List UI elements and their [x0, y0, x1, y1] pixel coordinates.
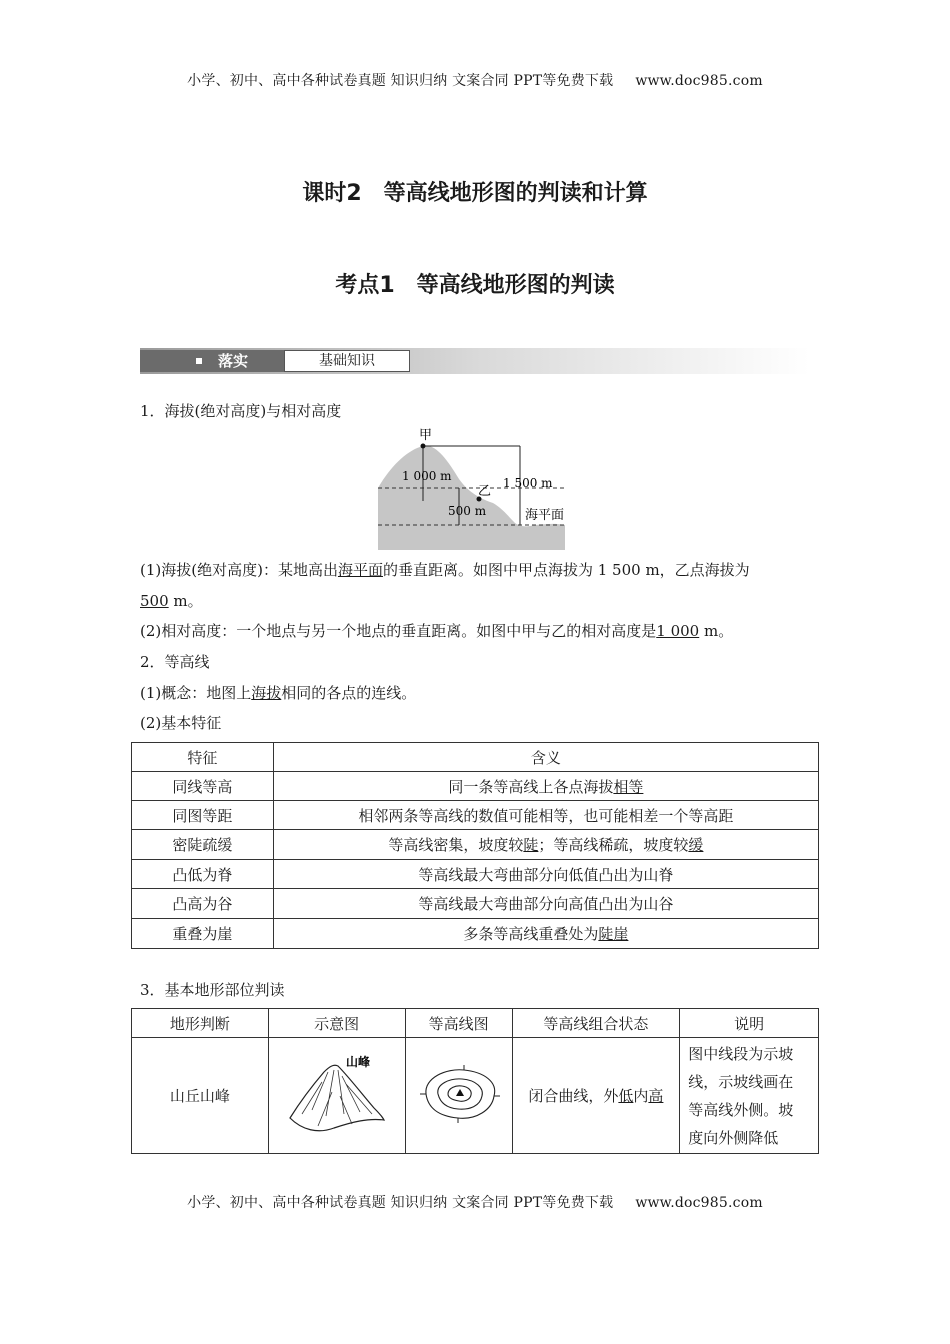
page-footer — [0, 1192, 950, 1212]
table-row — [132, 919, 819, 949]
s1-p1-answer-1: 海平面 — [337, 561, 383, 579]
feature-desc: 相邻两条等高线的数值可能相等，也可能相差一个等高距 — [273, 801, 818, 830]
state-answer: 高 — [648, 1087, 664, 1105]
feature-desc: 等高线最大弯曲部分向低值凸出为山脊 — [273, 860, 818, 889]
feature-desc — [273, 830, 818, 860]
peak-label: 山峰 — [345, 1054, 370, 1069]
state-text: 闭合曲线，外 — [528, 1087, 619, 1105]
desc-answer: 缓 — [688, 836, 704, 854]
table-header-cell: 特征 — [132, 743, 274, 772]
s2-concept-a: (1)概念：地图上 — [140, 684, 252, 702]
lesson-title: 课时2 等高线地形图的判读和计算 — [302, 181, 648, 206]
table-row — [132, 830, 819, 860]
s3-heading: 3．基本地形部位判读 — [140, 981, 285, 999]
banner-light-label: 基础知识 — [284, 350, 410, 372]
feature-name: 凸低为脊 — [132, 860, 274, 889]
mountain-sketch — [282, 1052, 392, 1136]
banner-dark — [140, 350, 284, 372]
contour-sketch-cell — [405, 1038, 512, 1154]
banner-dark-label: 落实 — [218, 352, 249, 370]
desc-answer: 陡 — [523, 836, 539, 854]
footer-text: 小学、初中、高中各种试卷真题 知识归纳 文案合同 PPT等免费下载 — [187, 1195, 614, 1211]
feature-desc — [273, 919, 818, 949]
header-text: 小学、初中、高中各种试卷真题 知识归纳 文案合同 PPT等免费下载 — [187, 73, 614, 89]
table-row — [132, 860, 819, 889]
feature-name: 同图等距 — [132, 801, 274, 830]
label-1500m: 1 500 m — [503, 476, 553, 490]
features-table — [131, 742, 819, 949]
note-line: 度向外侧降低 — [688, 1128, 779, 1147]
table-header-cell: 含义 — [273, 743, 818, 772]
mountain-outline — [290, 1065, 384, 1131]
contour-map-sketch — [414, 1062, 504, 1126]
s1-p2-a: (2)相对高度：一个地点与另一个地点的垂直距离。如图中甲与乙的相对高度是 — [140, 622, 657, 640]
desc-text: 多条等高线重叠处为 — [463, 925, 599, 943]
table-row — [132, 1038, 819, 1154]
desc-answer: 相等 — [613, 777, 644, 796]
note-line: 线，示坡线画在 — [688, 1072, 794, 1091]
terrain-note — [680, 1038, 819, 1154]
header-site: www.doc985.com — [635, 73, 763, 89]
note-line: 图中线段为示坡 — [688, 1044, 794, 1063]
s1-p1-a: (1)海拔(绝对高度)：某地高出 — [140, 561, 338, 579]
s2-heading: 2．等高线 — [140, 653, 210, 671]
table-header-cell: 地形判断 — [132, 1009, 269, 1038]
s1-p2-answer: 1 000 — [656, 622, 700, 640]
altitude-figure — [375, 425, 575, 550]
desc-text: ；等高线稀疏，坡度较 — [538, 836, 689, 854]
footer-site: www.doc985.com — [635, 1195, 763, 1211]
terrain-table — [131, 1008, 819, 1154]
table-header-row — [132, 743, 819, 772]
desc-answer: 陡崖 — [598, 925, 629, 943]
table-header-cell: 示意图 — [268, 1009, 405, 1038]
label-500m: 500 m — [448, 504, 487, 518]
s1-para-2 — [140, 621, 733, 641]
state-text: 内 — [633, 1087, 649, 1105]
s1-para-1 — [140, 560, 750, 580]
s2-concept-answer: 海拔 — [251, 684, 282, 702]
s2-concept-b: 相同的各点的连线。 — [281, 684, 417, 702]
desc-text: 等高线密集，坡度较 — [388, 836, 524, 854]
peak-triangle-icon — [456, 1089, 464, 1096]
table-header-cell: 等高线组合状态 — [512, 1009, 680, 1038]
feature-name: 凸高为谷 — [132, 889, 274, 919]
table-header-cell: 等高线图 — [405, 1009, 512, 1038]
feature-name: 密陡疏缓 — [132, 830, 274, 860]
s1-heading: 1．海拔(绝对高度)与相对高度 — [140, 402, 342, 420]
desc-text: 同一条等高线上各点海拔 — [448, 777, 614, 796]
feature-name: 同线等高 — [132, 772, 274, 801]
table-row — [132, 889, 819, 919]
feature-name: 重叠为崖 — [132, 919, 274, 949]
label-jia: 甲 — [419, 428, 433, 443]
label-1000m: 1 000 m — [402, 469, 452, 483]
terrain-sketch-cell — [268, 1038, 405, 1154]
table-header-row — [132, 1009, 819, 1038]
feature-desc: 等高线最大弯曲部分向高值凸出为山谷 — [273, 889, 818, 919]
s1-p1-answer-2: 500 — [140, 592, 169, 610]
label-yi: 乙 — [478, 484, 492, 499]
contour-state — [512, 1038, 680, 1154]
point-jia — [421, 444, 426, 449]
terrain-name: 山丘山峰 — [132, 1038, 269, 1154]
terrain-shape — [378, 446, 565, 550]
section-title: 考点1 等高线地形图的判读 — [335, 273, 615, 298]
note-line: 等高线外侧。坡 — [688, 1100, 794, 1119]
section-banner — [140, 348, 810, 374]
table-header-cell: 说明 — [680, 1009, 819, 1038]
square-bullet-icon — [196, 358, 202, 364]
label-sea-level: 海平面 — [525, 508, 565, 523]
state-answer: 低 — [618, 1087, 634, 1105]
s2-concept — [140, 683, 416, 703]
s1-p1-c: m。 — [168, 592, 203, 610]
feature-desc — [273, 772, 818, 801]
table-row — [132, 772, 819, 801]
s1-para-1-cont — [140, 591, 203, 611]
page-header — [0, 70, 950, 90]
s2-features-heading: (2)基本特征 — [140, 714, 222, 732]
table-row — [132, 801, 819, 830]
s1-p1-b: 的垂直距离。如图中甲点海拔为 1 500 m，乙点海拔为 — [382, 561, 750, 579]
s1-p2-b: m。 — [699, 622, 734, 640]
